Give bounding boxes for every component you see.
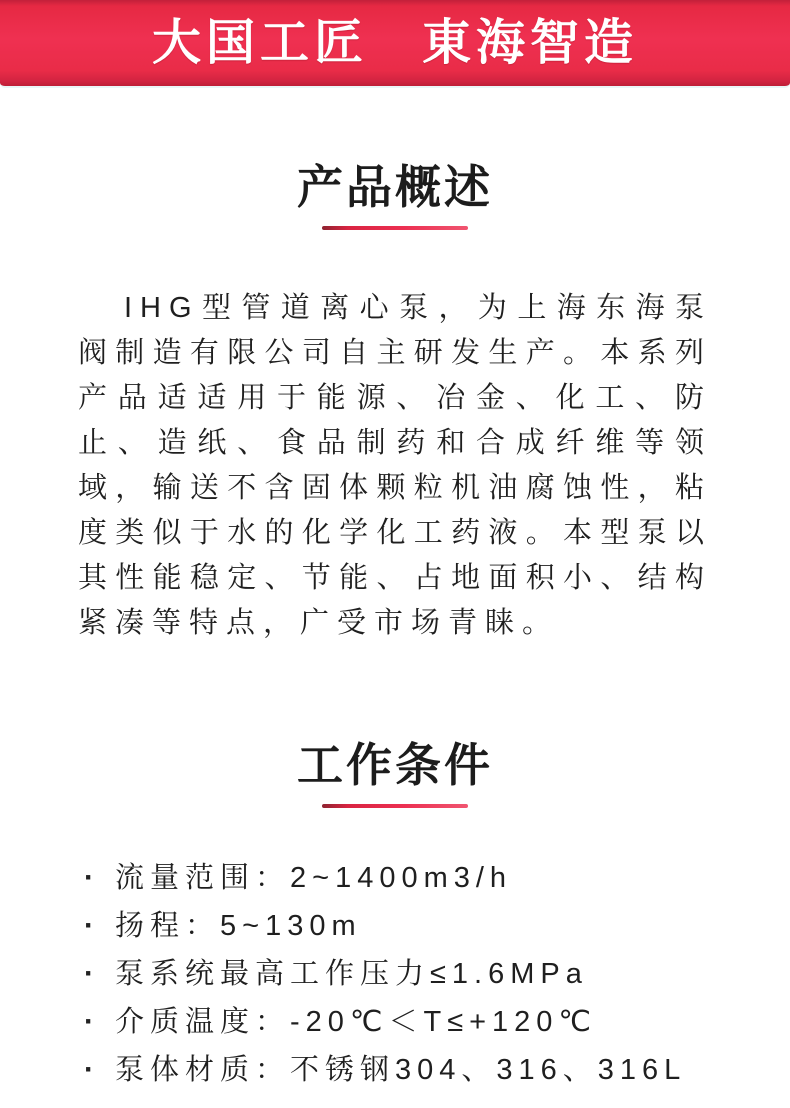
overview-section-title: 产品概述 <box>297 161 493 213</box>
conditions-title-underline <box>322 804 468 808</box>
overview-paragraph: IHG型管道离心泵，为上海东海泵阀制造有限公司自主研发生产。本系列产品适适用于能源、冶金、化工、防止、造纸、食品制药和合成纤维等领域，输送不含固体颗粒机油腐蚀性，粘度类似于水的化学化工药液。本型泵以其性能稳定、节能、占地面积小、结构紧凑等特点，广受市场青睐。 <box>78 292 712 639</box>
banner-title: 大国工匠 東海智造 <box>151 15 638 70</box>
condition-item-medium-temperature: · 介质温度：-20℃＜T≤+120℃ <box>84 998 750 1046</box>
conditions-section-title: 工作条件 <box>297 739 493 791</box>
conditions-section <box>0 646 790 1094</box>
overview-section <box>0 88 790 646</box>
condition-item-flow-range: · 流量范围：2~1400m3/h <box>84 854 750 902</box>
overview-title-underline <box>322 226 468 230</box>
conditions-list <box>0 854 790 1094</box>
condition-item-head: · 扬程：5~130m <box>84 902 750 950</box>
condition-item-pump-body-material: · 泵体材质：不锈钢304、316、316L <box>84 1046 750 1094</box>
top-banner <box>0 0 790 88</box>
condition-item-max-pressure: · 泵系统最高工作压力≤1.6MPa <box>84 950 750 998</box>
